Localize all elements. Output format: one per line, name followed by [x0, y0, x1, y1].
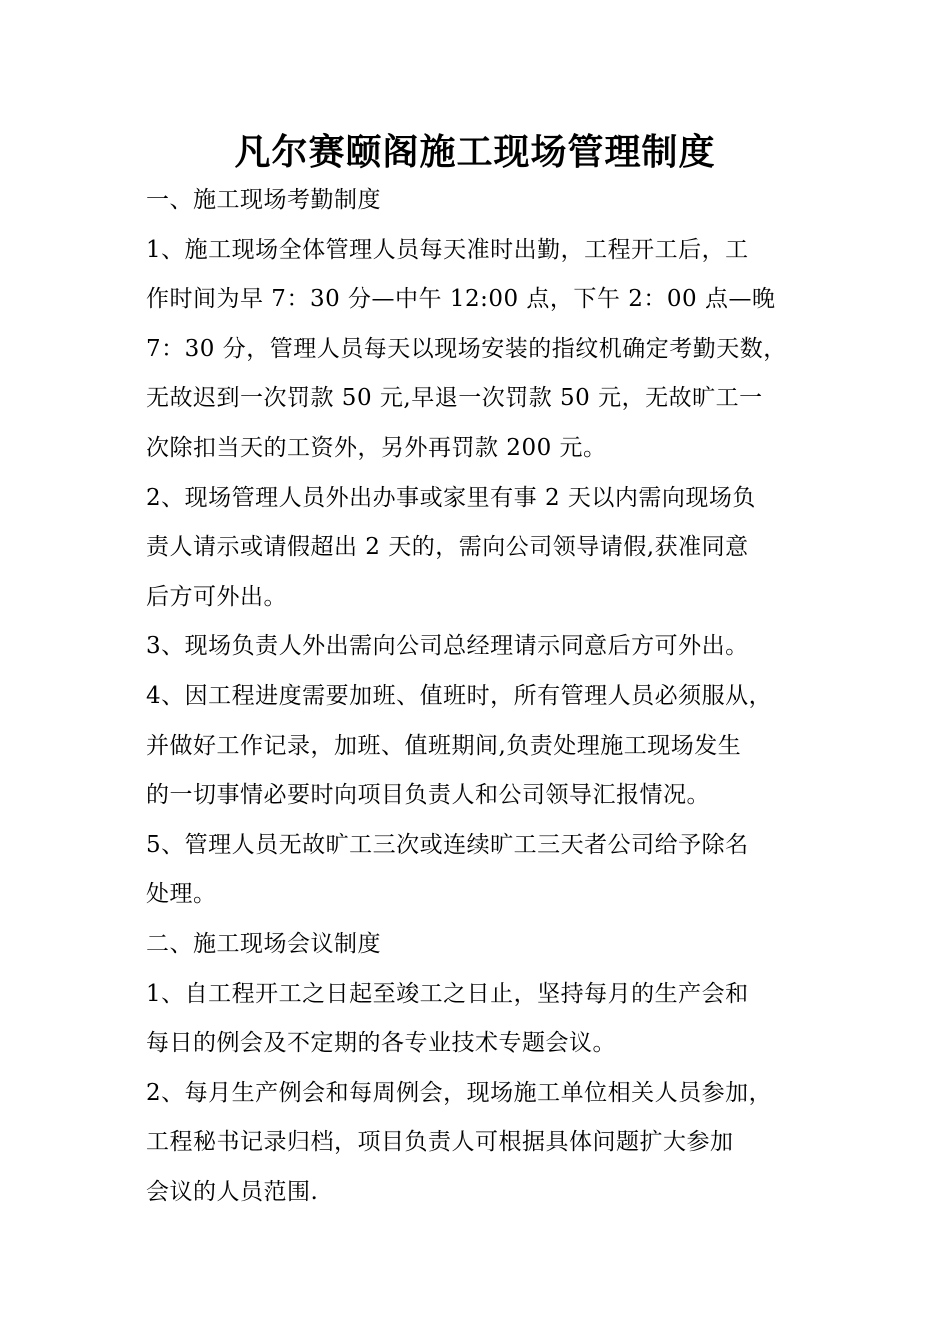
paragraph-line: 处理。 — [146, 881, 217, 908]
paragraph-line: 1、施工现场全体管理人员每天准时出勤，工程开工后，工 — [146, 236, 749, 263]
paragraph-line: 次除扣当天的工资外，另外再罚款 200 元。 — [146, 434, 607, 461]
paragraph-line: 每日的例会及不定期的各专业技术专题会议。 — [146, 1030, 616, 1057]
paragraph-line: 工程秘书记录归档，项目负责人可根据具体问题扩大参加 — [146, 1129, 734, 1156]
paragraph-line: 后方可外出。 — [146, 583, 287, 610]
paragraph-line: 会议的人员范围. — [146, 1178, 319, 1205]
paragraph-line: 无故迟到一次罚款 50 元,早退一次罚款 50 元，无故旷工一 — [146, 385, 763, 412]
paragraph-line: 3、现场负责人外出需向公司总经理请示同意后方可外出。 — [146, 633, 749, 660]
paragraph-line: 并做好工作记录，加班、值班期间,负责处理施工现场发生 — [146, 732, 742, 759]
paragraph-line: 作时间为早 7：30 分—中午 12:00 点，下午 2：00 点—晚 — [146, 286, 776, 313]
paragraph-line: 责人请示或请假超出 2 天的，需向公司领导请假,获准同意 — [146, 534, 749, 561]
document-body — [146, 176, 826, 1217]
paragraph-line: 2、现场管理人员外出办事或家里有事 2 天以内需向现场负 — [146, 484, 756, 511]
document-title: 凡尔赛颐阁施工现场管理制度 — [234, 131, 716, 173]
paragraph-line: 5、管理人员无故旷工三次或连续旷工三天者公司给予除名 — [146, 831, 749, 858]
paragraph-line: 2、每月生产例会和每周例会，现场施工单位相关人员参加， — [146, 1079, 773, 1106]
paragraph-line: 4、因工程进度需要加班、值班时，所有管理人员必须服从， — [146, 682, 773, 709]
section-heading-meeting: 二、施工现场会议制度 — [146, 930, 381, 957]
paragraph-line: 的一切事情必要时向项目负责人和公司领导汇报情况。 — [146, 782, 710, 809]
paragraph-line: 7：30 分，管理人员每天以现场安装的指纹机确定考勤天数， — [146, 335, 787, 362]
section-heading-attendance: 一、施工现场考勤制度 — [146, 187, 381, 213]
paragraph-line: 1、自工程开工之日起至竣工之日止，坚持每月的生产会和 — [146, 980, 749, 1007]
